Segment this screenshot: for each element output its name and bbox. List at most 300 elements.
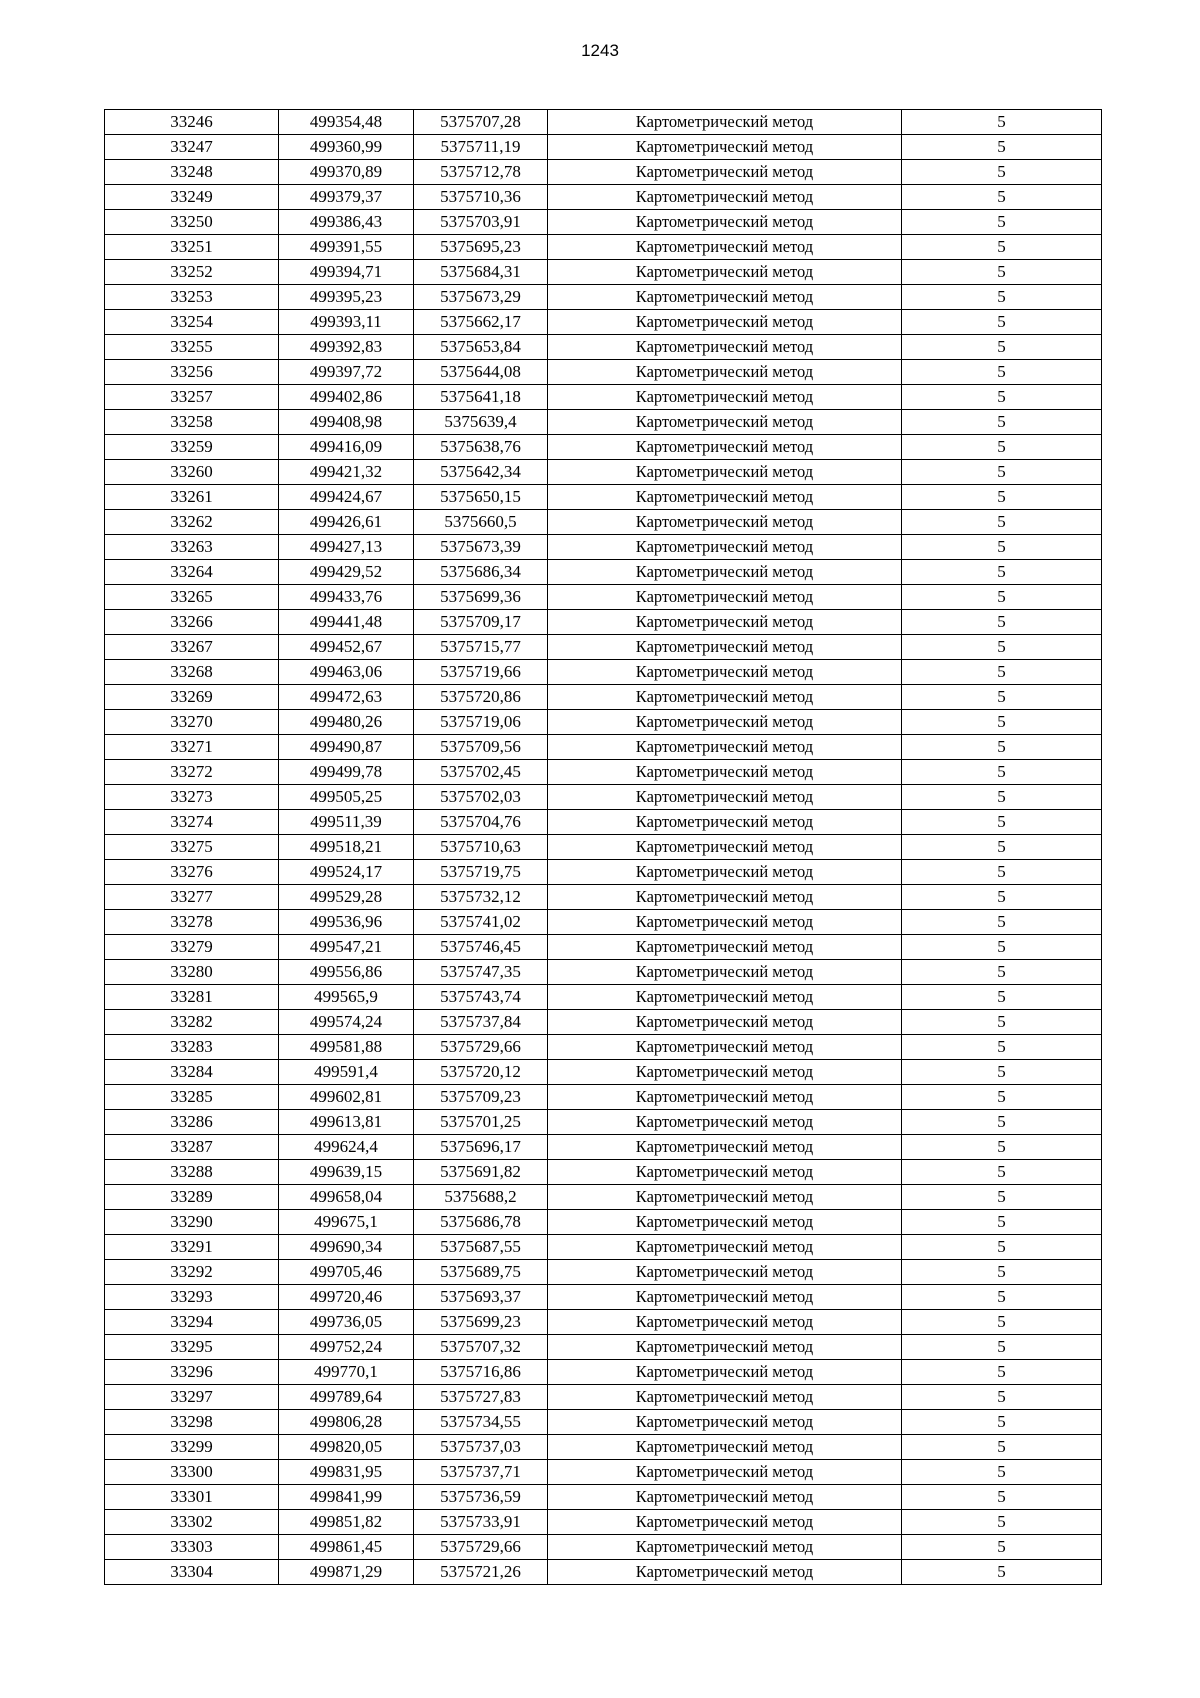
precision-cell: 5 [902, 185, 1102, 210]
table-row [105, 1460, 1102, 1485]
method-cell: Картометрический метод [548, 160, 902, 185]
point-number-cell: 33301 [105, 1485, 279, 1510]
point-number-cell: 33253 [105, 285, 279, 310]
x-coordinate-cell: 499397,72 [279, 360, 414, 385]
precision-cell: 5 [902, 935, 1102, 960]
precision-cell: 5 [902, 1360, 1102, 1385]
table-row [105, 835, 1102, 860]
precision-cell: 5 [902, 985, 1102, 1010]
table-row [105, 160, 1102, 185]
point-number-cell: 33279 [105, 935, 279, 960]
precision-cell: 5 [902, 110, 1102, 135]
table-row [105, 1235, 1102, 1260]
table-row [105, 960, 1102, 985]
point-number-cell: 33246 [105, 110, 279, 135]
table-row [105, 285, 1102, 310]
method-cell: Картометрический метод [548, 210, 902, 235]
method-cell: Картометрический метод [548, 760, 902, 785]
y-coordinate-cell: 5375691,82 [414, 1160, 548, 1185]
point-number-cell: 33275 [105, 835, 279, 860]
precision-cell: 5 [902, 560, 1102, 585]
x-coordinate-cell: 499480,26 [279, 710, 414, 735]
method-cell: Картометрический метод [548, 1435, 902, 1460]
precision-cell: 5 [902, 835, 1102, 860]
precision-cell: 5 [902, 1510, 1102, 1535]
y-coordinate-cell: 5375743,74 [414, 985, 548, 1010]
x-coordinate-cell: 499841,99 [279, 1485, 414, 1510]
table-row [105, 1310, 1102, 1335]
point-number-cell: 33290 [105, 1210, 279, 1235]
precision-cell: 5 [902, 510, 1102, 535]
x-coordinate-cell: 499831,95 [279, 1460, 414, 1485]
method-cell: Картометрический метод [548, 1060, 902, 1085]
y-coordinate-cell: 5375747,35 [414, 960, 548, 985]
point-number-cell: 33284 [105, 1060, 279, 1085]
point-number-cell: 33282 [105, 1010, 279, 1035]
x-coordinate-cell: 499524,17 [279, 860, 414, 885]
x-coordinate-cell: 499392,83 [279, 335, 414, 360]
y-coordinate-cell: 5375737,71 [414, 1460, 548, 1485]
x-coordinate-cell: 499424,67 [279, 485, 414, 510]
y-coordinate-cell: 5375720,12 [414, 1060, 548, 1085]
x-coordinate-cell: 499421,32 [279, 460, 414, 485]
y-coordinate-cell: 5375710,36 [414, 185, 548, 210]
method-cell: Картометрический метод [548, 1385, 902, 1410]
table-row [105, 1210, 1102, 1235]
point-number-cell: 33265 [105, 585, 279, 610]
table-row [105, 1560, 1102, 1585]
method-cell: Картометрический метод [548, 1035, 902, 1060]
point-number-cell: 33252 [105, 260, 279, 285]
table-row [105, 1035, 1102, 1060]
method-cell: Картометрический метод [548, 810, 902, 835]
x-coordinate-cell: 499441,48 [279, 610, 414, 635]
point-number-cell: 33277 [105, 885, 279, 910]
method-cell: Картометрический метод [548, 860, 902, 885]
method-cell: Картометрический метод [548, 1485, 902, 1510]
table-row [105, 735, 1102, 760]
point-number-cell: 33256 [105, 360, 279, 385]
x-coordinate-cell: 499426,61 [279, 510, 414, 535]
table-row [105, 885, 1102, 910]
y-coordinate-cell: 5375673,39 [414, 535, 548, 560]
y-coordinate-cell: 5375737,03 [414, 1435, 548, 1460]
precision-cell: 5 [902, 310, 1102, 335]
precision-cell: 5 [902, 585, 1102, 610]
method-cell: Картометрический метод [548, 1510, 902, 1535]
table-row [105, 760, 1102, 785]
y-coordinate-cell: 5375707,28 [414, 110, 548, 135]
method-cell: Картометрический метод [548, 285, 902, 310]
x-coordinate-cell: 499511,39 [279, 810, 414, 835]
y-coordinate-cell: 5375727,83 [414, 1385, 548, 1410]
point-number-cell: 33293 [105, 1285, 279, 1310]
table-row [105, 1410, 1102, 1435]
method-cell: Картометрический метод [548, 435, 902, 460]
table-row [105, 1135, 1102, 1160]
y-coordinate-cell: 5375712,78 [414, 160, 548, 185]
x-coordinate-cell: 499402,86 [279, 385, 414, 410]
x-coordinate-cell: 499394,71 [279, 260, 414, 285]
point-number-cell: 33276 [105, 860, 279, 885]
table-row [105, 635, 1102, 660]
x-coordinate-cell: 499820,05 [279, 1435, 414, 1460]
point-number-cell: 33283 [105, 1035, 279, 1060]
table-row [105, 535, 1102, 560]
table-row [105, 660, 1102, 685]
x-coordinate-cell: 499529,28 [279, 885, 414, 910]
table-row [105, 1260, 1102, 1285]
page-number: 1243 [581, 41, 619, 60]
method-cell: Картометрический метод [548, 1085, 902, 1110]
x-coordinate-cell: 499386,43 [279, 210, 414, 235]
table-row [105, 210, 1102, 235]
method-cell: Картометрический метод [548, 1210, 902, 1235]
point-number-cell: 33303 [105, 1535, 279, 1560]
y-coordinate-cell: 5375715,77 [414, 635, 548, 660]
table-row [105, 685, 1102, 710]
precision-cell: 5 [902, 710, 1102, 735]
x-coordinate-cell: 499690,34 [279, 1235, 414, 1260]
method-cell: Картометрический метод [548, 660, 902, 685]
table-row [105, 1535, 1102, 1560]
method-cell: Картометрический метод [548, 1285, 902, 1310]
table-row [105, 485, 1102, 510]
table-row [105, 110, 1102, 135]
precision-cell: 5 [902, 1285, 1102, 1310]
point-number-cell: 33274 [105, 810, 279, 835]
y-coordinate-cell: 5375638,76 [414, 435, 548, 460]
method-cell: Картометрический метод [548, 885, 902, 910]
method-cell: Картометрический метод [548, 710, 902, 735]
x-coordinate-cell: 499705,46 [279, 1260, 414, 1285]
precision-cell: 5 [902, 1560, 1102, 1585]
point-number-cell: 33260 [105, 460, 279, 485]
precision-cell: 5 [902, 160, 1102, 185]
precision-cell: 5 [902, 810, 1102, 835]
method-cell: Картометрический метод [548, 1410, 902, 1435]
point-number-cell: 33300 [105, 1460, 279, 1485]
method-cell: Картометрический метод [548, 585, 902, 610]
method-cell: Картометрический метод [548, 510, 902, 535]
precision-cell: 5 [902, 1410, 1102, 1435]
x-coordinate-cell: 499472,63 [279, 685, 414, 710]
method-cell: Картометрический метод [548, 635, 902, 660]
x-coordinate-cell: 499658,04 [279, 1185, 414, 1210]
table-row [105, 710, 1102, 735]
x-coordinate-cell: 499547,21 [279, 935, 414, 960]
precision-cell: 5 [902, 1485, 1102, 1510]
point-number-cell: 33254 [105, 310, 279, 335]
y-coordinate-cell: 5375696,17 [414, 1135, 548, 1160]
method-cell: Картометрический метод [548, 1160, 902, 1185]
method-cell: Картометрический метод [548, 485, 902, 510]
point-number-cell: 33302 [105, 1510, 279, 1535]
method-cell: Картометрический метод [548, 1335, 902, 1360]
method-cell: Картометрический метод [548, 535, 902, 560]
precision-cell: 5 [902, 1535, 1102, 1560]
precision-cell: 5 [902, 1060, 1102, 1085]
point-number-cell: 33266 [105, 610, 279, 635]
x-coordinate-cell: 499433,76 [279, 585, 414, 610]
y-coordinate-cell: 5375707,32 [414, 1335, 548, 1360]
y-coordinate-cell: 5375686,34 [414, 560, 548, 585]
table-row [105, 1110, 1102, 1135]
method-cell: Картометрический метод [548, 685, 902, 710]
x-coordinate-cell: 499789,64 [279, 1385, 414, 1410]
precision-cell: 5 [902, 1160, 1102, 1185]
method-cell: Картометрический метод [548, 560, 902, 585]
method-cell: Картометрический метод [548, 1010, 902, 1035]
y-coordinate-cell: 5375720,86 [414, 685, 548, 710]
precision-cell: 5 [902, 210, 1102, 235]
x-coordinate-cell: 499736,05 [279, 1310, 414, 1335]
x-coordinate-cell: 499752,24 [279, 1335, 414, 1360]
method-cell: Картометрический метод [548, 910, 902, 935]
point-number-cell: 33287 [105, 1135, 279, 1160]
x-coordinate-cell: 499463,06 [279, 660, 414, 685]
precision-cell: 5 [902, 1460, 1102, 1485]
x-coordinate-cell: 499861,45 [279, 1535, 414, 1560]
table-row [105, 1510, 1102, 1535]
point-number-cell: 33280 [105, 960, 279, 985]
y-coordinate-cell: 5375719,06 [414, 710, 548, 735]
y-coordinate-cell: 5375686,78 [414, 1210, 548, 1235]
x-coordinate-cell: 499416,09 [279, 435, 414, 460]
point-number-cell: 33251 [105, 235, 279, 260]
method-cell: Картометрический метод [548, 1310, 902, 1335]
precision-cell: 5 [902, 960, 1102, 985]
precision-cell: 5 [902, 785, 1102, 810]
method-cell: Картометрический метод [548, 110, 902, 135]
method-cell: Картометрический метод [548, 310, 902, 335]
method-cell: Картометрический метод [548, 335, 902, 360]
point-number-cell: 33255 [105, 335, 279, 360]
point-number-cell: 33259 [105, 435, 279, 460]
y-coordinate-cell: 5375709,17 [414, 610, 548, 635]
point-number-cell: 33296 [105, 1360, 279, 1385]
x-coordinate-cell: 499391,55 [279, 235, 414, 260]
y-coordinate-cell: 5375644,08 [414, 360, 548, 385]
y-coordinate-cell: 5375703,91 [414, 210, 548, 235]
x-coordinate-cell: 499393,11 [279, 310, 414, 335]
coordinates-table-body [105, 110, 1102, 1585]
precision-cell: 5 [902, 1385, 1102, 1410]
table-row [105, 1485, 1102, 1510]
precision-cell: 5 [902, 1135, 1102, 1160]
y-coordinate-cell: 5375746,45 [414, 935, 548, 960]
method-cell: Картометрический метод [548, 185, 902, 210]
y-coordinate-cell: 5375716,86 [414, 1360, 548, 1385]
method-cell: Картометрический метод [548, 935, 902, 960]
x-coordinate-cell: 499518,21 [279, 835, 414, 860]
table-row [105, 1185, 1102, 1210]
y-coordinate-cell: 5375701,25 [414, 1110, 548, 1135]
method-cell: Картометрический метод [548, 1260, 902, 1285]
y-coordinate-cell: 5375729,66 [414, 1035, 548, 1060]
method-cell: Картометрический метод [548, 960, 902, 985]
y-coordinate-cell: 5375660,5 [414, 510, 548, 535]
method-cell: Картометрический метод [548, 1535, 902, 1560]
y-coordinate-cell: 5375641,18 [414, 385, 548, 410]
point-number-cell: 33299 [105, 1435, 279, 1460]
point-number-cell: 33295 [105, 1335, 279, 1360]
x-coordinate-cell: 499613,81 [279, 1110, 414, 1135]
precision-cell: 5 [902, 385, 1102, 410]
table-row [105, 360, 1102, 385]
table-row [105, 785, 1102, 810]
table-row [105, 310, 1102, 335]
x-coordinate-cell: 499770,1 [279, 1360, 414, 1385]
table-row [105, 935, 1102, 960]
precision-cell: 5 [902, 335, 1102, 360]
point-number-cell: 33278 [105, 910, 279, 935]
y-coordinate-cell: 5375704,76 [414, 810, 548, 835]
point-number-cell: 33248 [105, 160, 279, 185]
table-row [105, 1010, 1102, 1035]
y-coordinate-cell: 5375729,66 [414, 1535, 548, 1560]
y-coordinate-cell: 5375699,23 [414, 1310, 548, 1335]
precision-cell: 5 [902, 1335, 1102, 1360]
table-row [105, 610, 1102, 635]
y-coordinate-cell: 5375693,37 [414, 1285, 548, 1310]
point-number-cell: 33304 [105, 1560, 279, 1585]
table-row [105, 135, 1102, 160]
x-coordinate-cell: 499871,29 [279, 1560, 414, 1585]
method-cell: Картометрический метод [548, 1135, 902, 1160]
precision-cell: 5 [902, 1210, 1102, 1235]
y-coordinate-cell: 5375699,36 [414, 585, 548, 610]
point-number-cell: 33298 [105, 1410, 279, 1435]
y-coordinate-cell: 5375711,19 [414, 135, 548, 160]
y-coordinate-cell: 5375734,55 [414, 1410, 548, 1435]
point-number-cell: 33261 [105, 485, 279, 510]
x-coordinate-cell: 499429,52 [279, 560, 414, 585]
table-row [105, 1385, 1102, 1410]
x-coordinate-cell: 499354,48 [279, 110, 414, 135]
method-cell: Картометрический метод [548, 785, 902, 810]
precision-cell: 5 [902, 610, 1102, 635]
x-coordinate-cell: 499505,25 [279, 785, 414, 810]
point-number-cell: 33270 [105, 710, 279, 735]
precision-cell: 5 [902, 285, 1102, 310]
table-row [105, 985, 1102, 1010]
method-cell: Картометрический метод [548, 610, 902, 635]
table-row [105, 910, 1102, 935]
y-coordinate-cell: 5375702,03 [414, 785, 548, 810]
precision-cell: 5 [902, 860, 1102, 885]
method-cell: Картометрический метод [548, 835, 902, 860]
precision-cell: 5 [902, 1110, 1102, 1135]
precision-cell: 5 [902, 1260, 1102, 1285]
table-row [105, 1285, 1102, 1310]
y-coordinate-cell: 5375732,12 [414, 885, 548, 910]
y-coordinate-cell: 5375639,4 [414, 410, 548, 435]
method-cell: Картометрический метод [548, 1110, 902, 1135]
precision-cell: 5 [902, 260, 1102, 285]
point-number-cell: 33288 [105, 1160, 279, 1185]
precision-cell: 5 [902, 410, 1102, 435]
point-number-cell: 33273 [105, 785, 279, 810]
precision-cell: 5 [902, 660, 1102, 685]
x-coordinate-cell: 499720,46 [279, 1285, 414, 1310]
x-coordinate-cell: 499395,23 [279, 285, 414, 310]
point-number-cell: 33292 [105, 1260, 279, 1285]
method-cell: Картометрический метод [548, 235, 902, 260]
coordinates-table [104, 109, 1102, 1585]
precision-cell: 5 [902, 1185, 1102, 1210]
y-coordinate-cell: 5375736,59 [414, 1485, 548, 1510]
precision-cell: 5 [902, 460, 1102, 485]
table-row [105, 185, 1102, 210]
y-coordinate-cell: 5375733,91 [414, 1510, 548, 1535]
y-coordinate-cell: 5375719,75 [414, 860, 548, 885]
precision-cell: 5 [902, 1435, 1102, 1460]
precision-cell: 5 [902, 760, 1102, 785]
y-coordinate-cell: 5375710,63 [414, 835, 548, 860]
point-number-cell: 33268 [105, 660, 279, 685]
y-coordinate-cell: 5375687,55 [414, 1235, 548, 1260]
x-coordinate-cell: 499851,82 [279, 1510, 414, 1535]
y-coordinate-cell: 5375684,31 [414, 260, 548, 285]
y-coordinate-cell: 5375737,84 [414, 1010, 548, 1035]
table-row [105, 510, 1102, 535]
method-cell: Картометрический метод [548, 1235, 902, 1260]
precision-cell: 5 [902, 1035, 1102, 1060]
y-coordinate-cell: 5375650,15 [414, 485, 548, 510]
table-row [105, 1060, 1102, 1085]
precision-cell: 5 [902, 1235, 1102, 1260]
point-number-cell: 33257 [105, 385, 279, 410]
x-coordinate-cell: 499639,15 [279, 1160, 414, 1185]
y-coordinate-cell: 5375642,34 [414, 460, 548, 485]
x-coordinate-cell: 499591,4 [279, 1060, 414, 1085]
method-cell: Картометрический метод [548, 135, 902, 160]
x-coordinate-cell: 499602,81 [279, 1085, 414, 1110]
y-coordinate-cell: 5375689,75 [414, 1260, 548, 1285]
table-row [105, 1085, 1102, 1110]
table-row [105, 410, 1102, 435]
point-number-cell: 33269 [105, 685, 279, 710]
method-cell: Картометрический метод [548, 1185, 902, 1210]
precision-cell: 5 [902, 1310, 1102, 1335]
table-row [105, 1360, 1102, 1385]
x-coordinate-cell: 499490,87 [279, 735, 414, 760]
table-row [105, 1160, 1102, 1185]
y-coordinate-cell: 5375719,66 [414, 660, 548, 685]
x-coordinate-cell: 499556,86 [279, 960, 414, 985]
x-coordinate-cell: 499370,89 [279, 160, 414, 185]
method-cell: Картометрический метод [548, 260, 902, 285]
table-row [105, 385, 1102, 410]
method-cell: Картометрический метод [548, 1360, 902, 1385]
y-coordinate-cell: 5375709,23 [414, 1085, 548, 1110]
table-row [105, 585, 1102, 610]
x-coordinate-cell: 499624,4 [279, 1135, 414, 1160]
x-coordinate-cell: 499536,96 [279, 910, 414, 935]
x-coordinate-cell: 499806,28 [279, 1410, 414, 1435]
precision-cell: 5 [902, 1010, 1102, 1035]
precision-cell: 5 [902, 735, 1102, 760]
point-number-cell: 33250 [105, 210, 279, 235]
method-cell: Картометрический метод [548, 1560, 902, 1585]
point-number-cell: 33289 [105, 1185, 279, 1210]
point-number-cell: 33281 [105, 985, 279, 1010]
x-coordinate-cell: 499574,24 [279, 1010, 414, 1035]
point-number-cell: 33297 [105, 1385, 279, 1410]
x-coordinate-cell: 499379,37 [279, 185, 414, 210]
precision-cell: 5 [902, 685, 1102, 710]
